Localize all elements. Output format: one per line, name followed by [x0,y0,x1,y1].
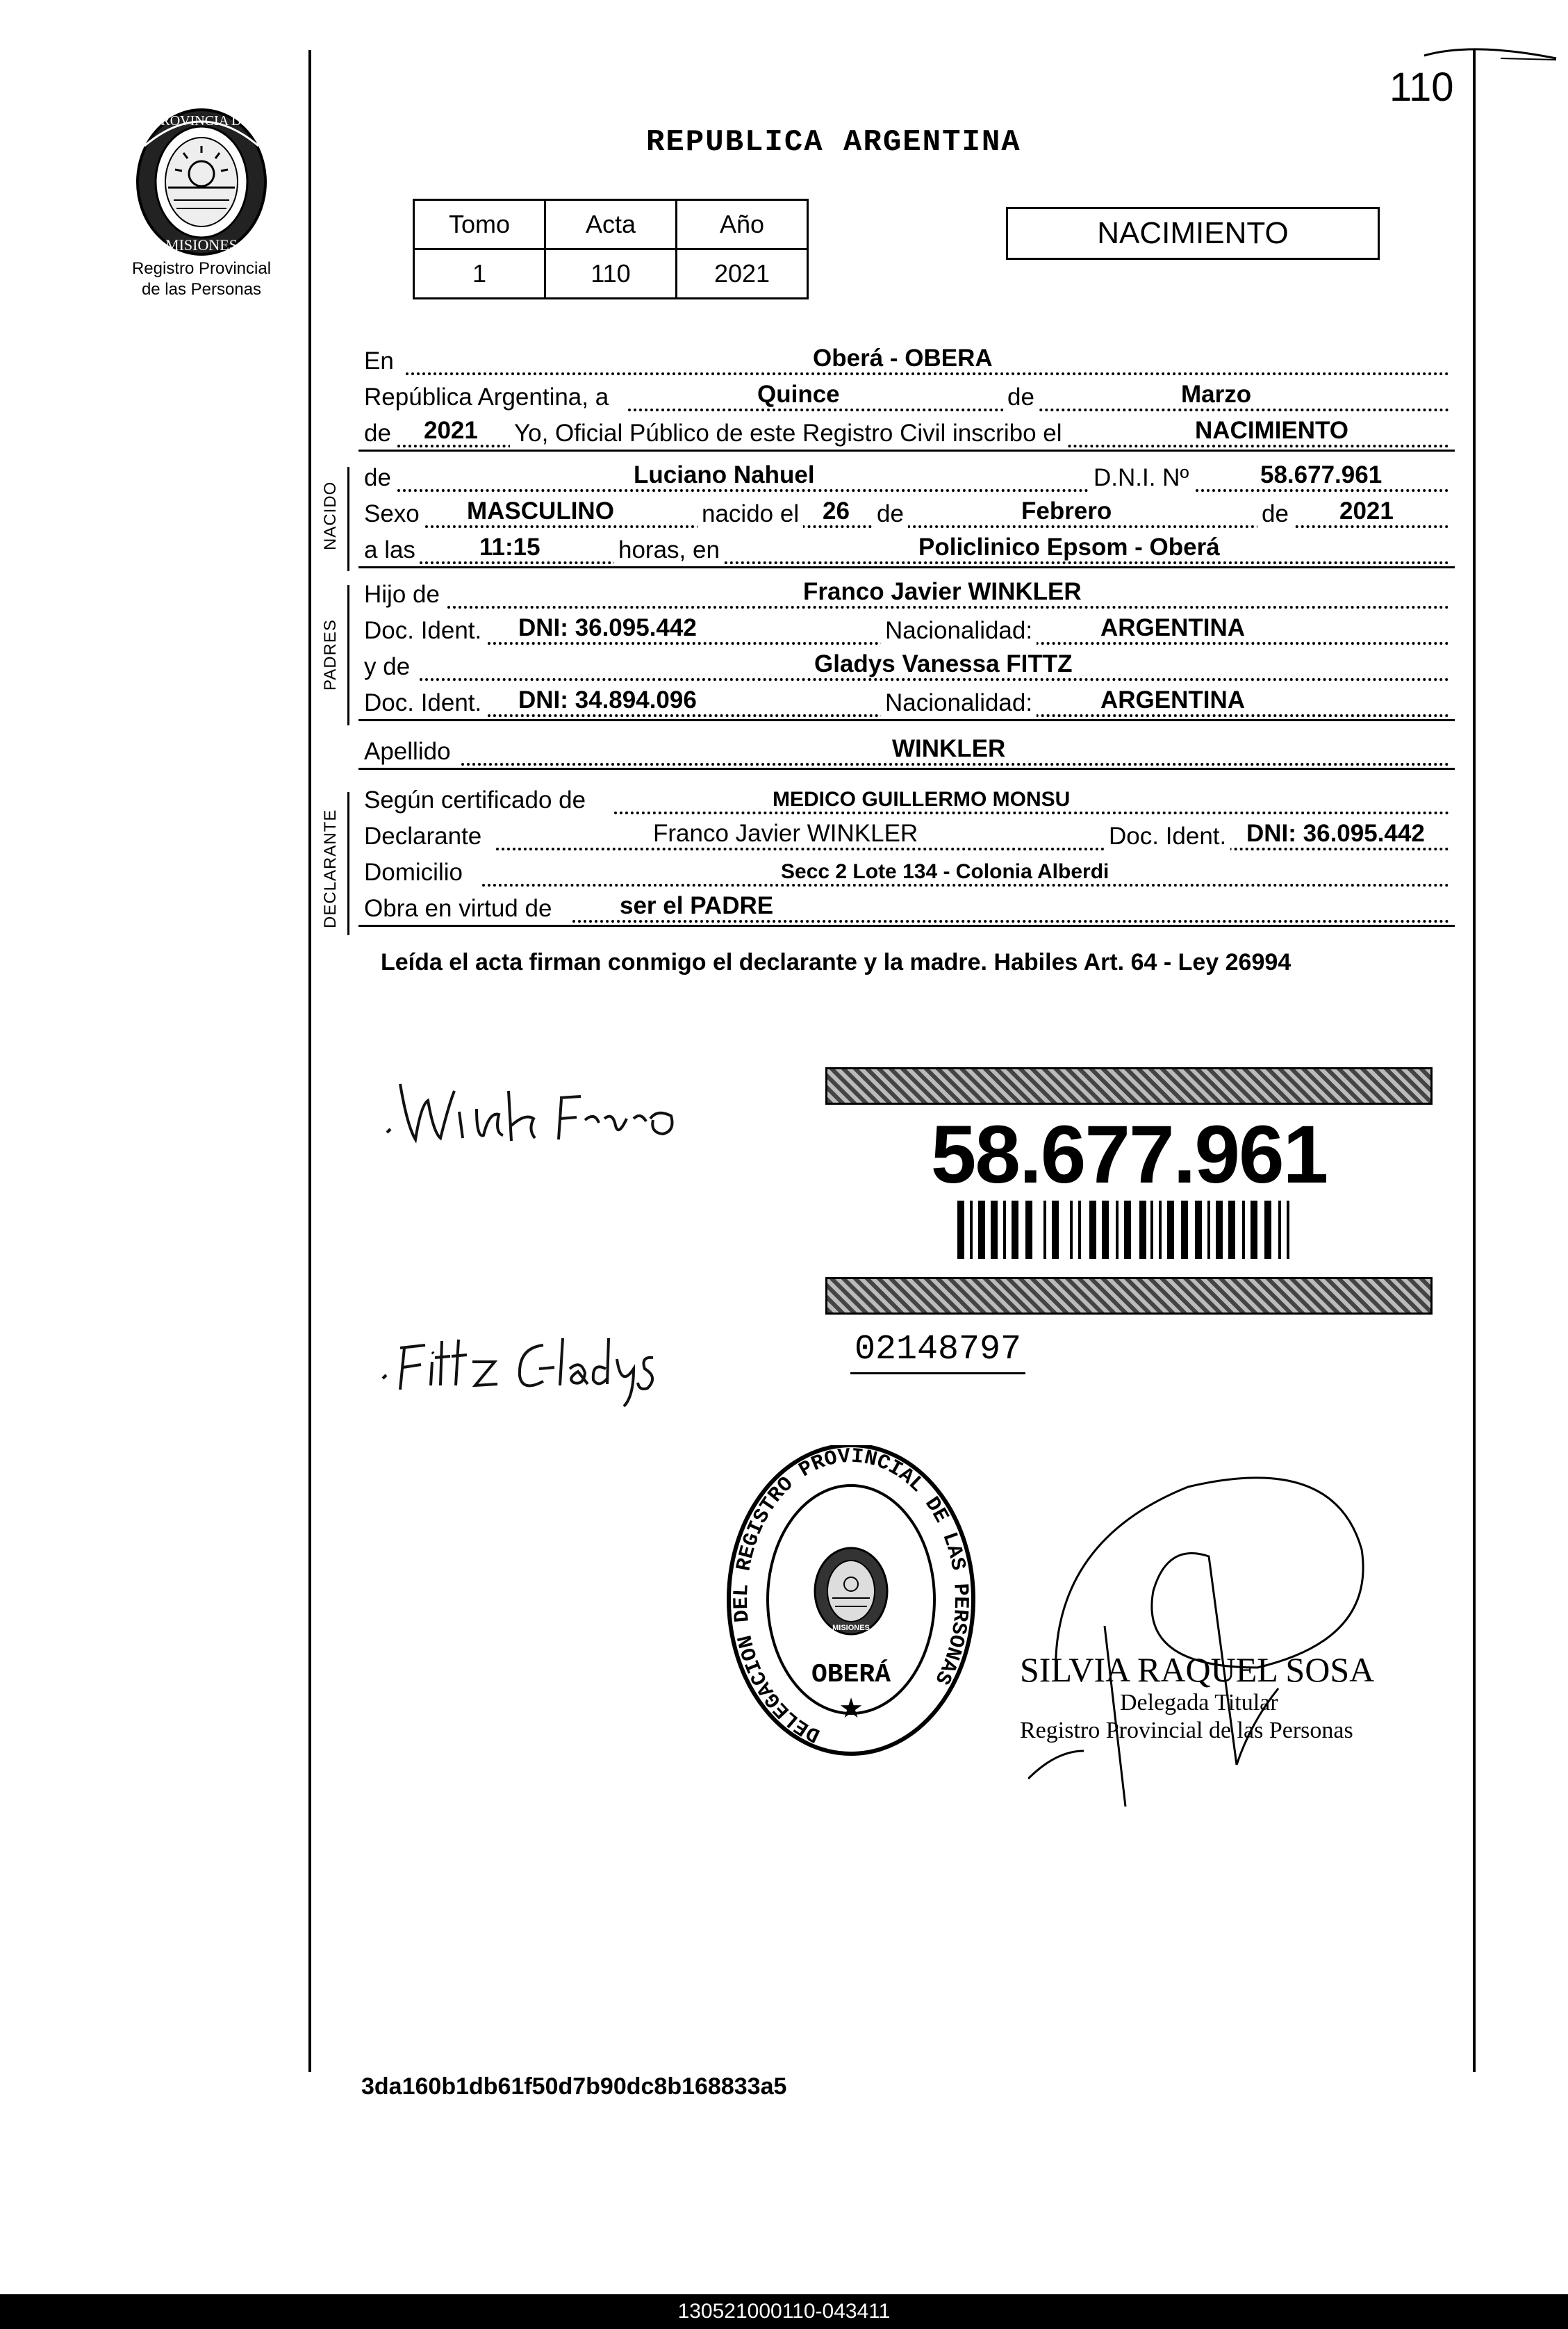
dni-barcode-block [825,1067,1433,1315]
row-fecha [364,382,1449,415]
apellido-value: WINKLER [892,735,1006,762]
nacido-dni-value: 58.677.961 [1260,461,1383,488]
padres-section-line [347,585,349,725]
barcode-icon [825,1198,1433,1262]
fecha-prefix-label: República Argentina, a [364,384,613,411]
official-signature [1028,1459,1445,1820]
nacido-mes-value: Febrero [1021,497,1112,525]
reference-value-tomo: 1 [414,249,545,299]
svg-text:MISIONES: MISIONES [165,236,238,254]
lugar-value: Oberá - OBERA [813,345,993,372]
province-emblem-icon [125,104,278,264]
nacido-lugar-value: Policlinico Epsom - Oberá [918,534,1220,561]
stamp-star-icon: ★ [839,1693,864,1724]
apellido-label: Apellido [364,738,455,766]
official-organization: Registro Provincial de las Personas [1020,1718,1353,1743]
certificado-label: Según certificado de [364,787,590,814]
document-id-bar: 130521000110-043411 [0,2294,1568,2329]
security-band-bottom [825,1277,1433,1315]
page-number: 110 [1389,65,1454,110]
reference-table [413,199,809,299]
row-declarante [364,821,1449,855]
madre-doc-value: DNI: 34.894.096 [518,686,697,714]
row-nacido-sexo [364,499,1449,532]
reference-header-anio: Año [677,200,808,249]
fecha-de-label: de [1003,384,1039,411]
nacido-el-label: nacido el [698,500,803,528]
nacido-dia-value: 26 [823,497,850,525]
nacido-section-label: NACIDO [321,481,340,550]
document-title: REPUBLICA ARGENTINA [646,125,1021,160]
fecha-dia-value: Quince [757,381,840,408]
nacido-sexo-value: MASCULINO [467,497,614,525]
padre-nacionalidad-value: ARGENTINA [1100,614,1246,641]
reference-header-acta: Acta [545,200,677,249]
registry-label [97,258,306,300]
row-nacido-hora [364,535,1449,568]
y-de-label: y de [364,653,414,681]
madre-doc-label: Doc. Ident. [364,689,486,717]
virtud-value: ser el PADRE [620,892,774,919]
madre-nacionalidad-value: ARGENTINA [1100,686,1246,714]
row-padre-doc [364,616,1449,649]
stamp-ring-text: DELEGACION DEL REGISTRO PROVINCIAL DE LAS PERSONAS [729,1445,973,1747]
declarante-value: Franco Javier WINKLER [653,820,918,847]
closing-note: Leída el acta firman conmigo el declarante y la madre. Habiles Art. 64 - Ley 26994 [381,949,1291,976]
nacido-hora-label: a las [364,536,420,564]
padres-section-label: PADRES [321,619,340,691]
row-nacido-nombre [364,463,1449,496]
signature-winkler-franco [372,1063,692,1167]
declarante-label: Declarante [364,823,486,850]
padre-nombre-value: Franco Javier WINKLER [803,578,1082,605]
row-virtud [364,894,1449,927]
row-certificado [364,785,1449,818]
padre-doc-value: DNI: 36.095.442 [518,614,697,641]
registry-oval-stamp [723,1445,980,1765]
left-margin-line [308,50,311,2072]
domicilio-label: Domicilio [364,859,467,887]
nacido-de-label: de [873,500,908,528]
official-name: SILVIA RAQUEL SOSA [1020,1650,1375,1689]
row-madre-doc [364,688,1449,721]
nacido-sexo-label: Sexo [364,500,424,528]
nacido-section-line [347,467,349,571]
row-padre [364,579,1449,613]
right-margin-line [1473,50,1476,2072]
row-domicilio [364,857,1449,891]
nacido-anio-value: 2021 [1339,497,1394,525]
fecha-mes-value: Marzo [1181,381,1252,408]
registry-label-line-2: de las Personas [141,280,262,299]
virtud-label: Obra en virtud de [364,895,556,923]
reference-value-acta: 110 [545,249,677,299]
nacido-nombre-value: Luciano Nahuel [634,461,815,488]
fecha-anio-de-label: de [364,420,395,447]
declarante-section-label: DECLARANTE [321,809,340,928]
nacido-de-anio-label: de [1257,500,1293,528]
declarante-doc-label: Doc. Ident. [1105,823,1230,850]
stamp-city: OBERÁ [811,1660,891,1690]
reference-value-row [414,249,808,299]
padre-nacionalidad-label: Nacionalidad: [881,617,1037,645]
fecha-anio-value: 2021 [424,417,478,444]
signature-fittz-gladys [372,1313,699,1410]
declarante-section-line [347,792,349,935]
registry-label-line-1: Registro Provincial [131,259,272,278]
stamp-emblem-text: MISIONES [832,1624,870,1632]
row-oficial [364,418,1449,452]
hijo-de-label: Hijo de [364,581,444,609]
domicilio-value: Secc 2 Lote 134 - Colonia Alberdi [781,860,1109,883]
madre-nombre-value: Gladys Vanessa FITTZ [814,650,1073,677]
nacido-hora-value: 11:15 [479,534,540,561]
row-lugar [364,346,1449,379]
nacido-horas-en-label: horas, en [614,536,724,564]
svg-text:PROVINCIA DE: PROVINCIA DE [153,113,250,129]
serial-number: 02148797 [850,1330,1025,1374]
row-apellido [364,736,1449,770]
certificado-value: MEDICO GUILLERMO MONSU [773,788,1071,811]
reference-header-tomo: Tomo [414,200,545,249]
padre-doc-label: Doc. Ident. [364,617,486,645]
row-madre [364,652,1449,685]
nacido-nombre-label: de [364,464,395,492]
reference-header-row [414,200,808,249]
security-band-top [825,1067,1433,1105]
page-corner-mark [1417,28,1563,83]
dni-large-number: 58.677.961 [930,1109,1328,1201]
reference-value-anio: 2021 [677,249,808,299]
madre-nacionalidad-label: Nacionalidad: [881,689,1037,717]
document-hash: 3da160b1db61f50d7b90dc8b168833a5 [361,2073,787,2100]
act-type-box: NACIMIENTO [1006,207,1380,260]
declarante-doc-value: DNI: 36.095.442 [1246,820,1425,847]
oficial-text: Yo, Oficial Público de este Registro Civil inscribo el [510,420,1066,447]
lugar-label: En [364,347,398,375]
official-role: Delegada Titular [1120,1690,1278,1715]
inscripcion-value: NACIMIENTO [1195,417,1349,444]
nacido-dni-label: D.N.I. Nº [1089,464,1193,492]
